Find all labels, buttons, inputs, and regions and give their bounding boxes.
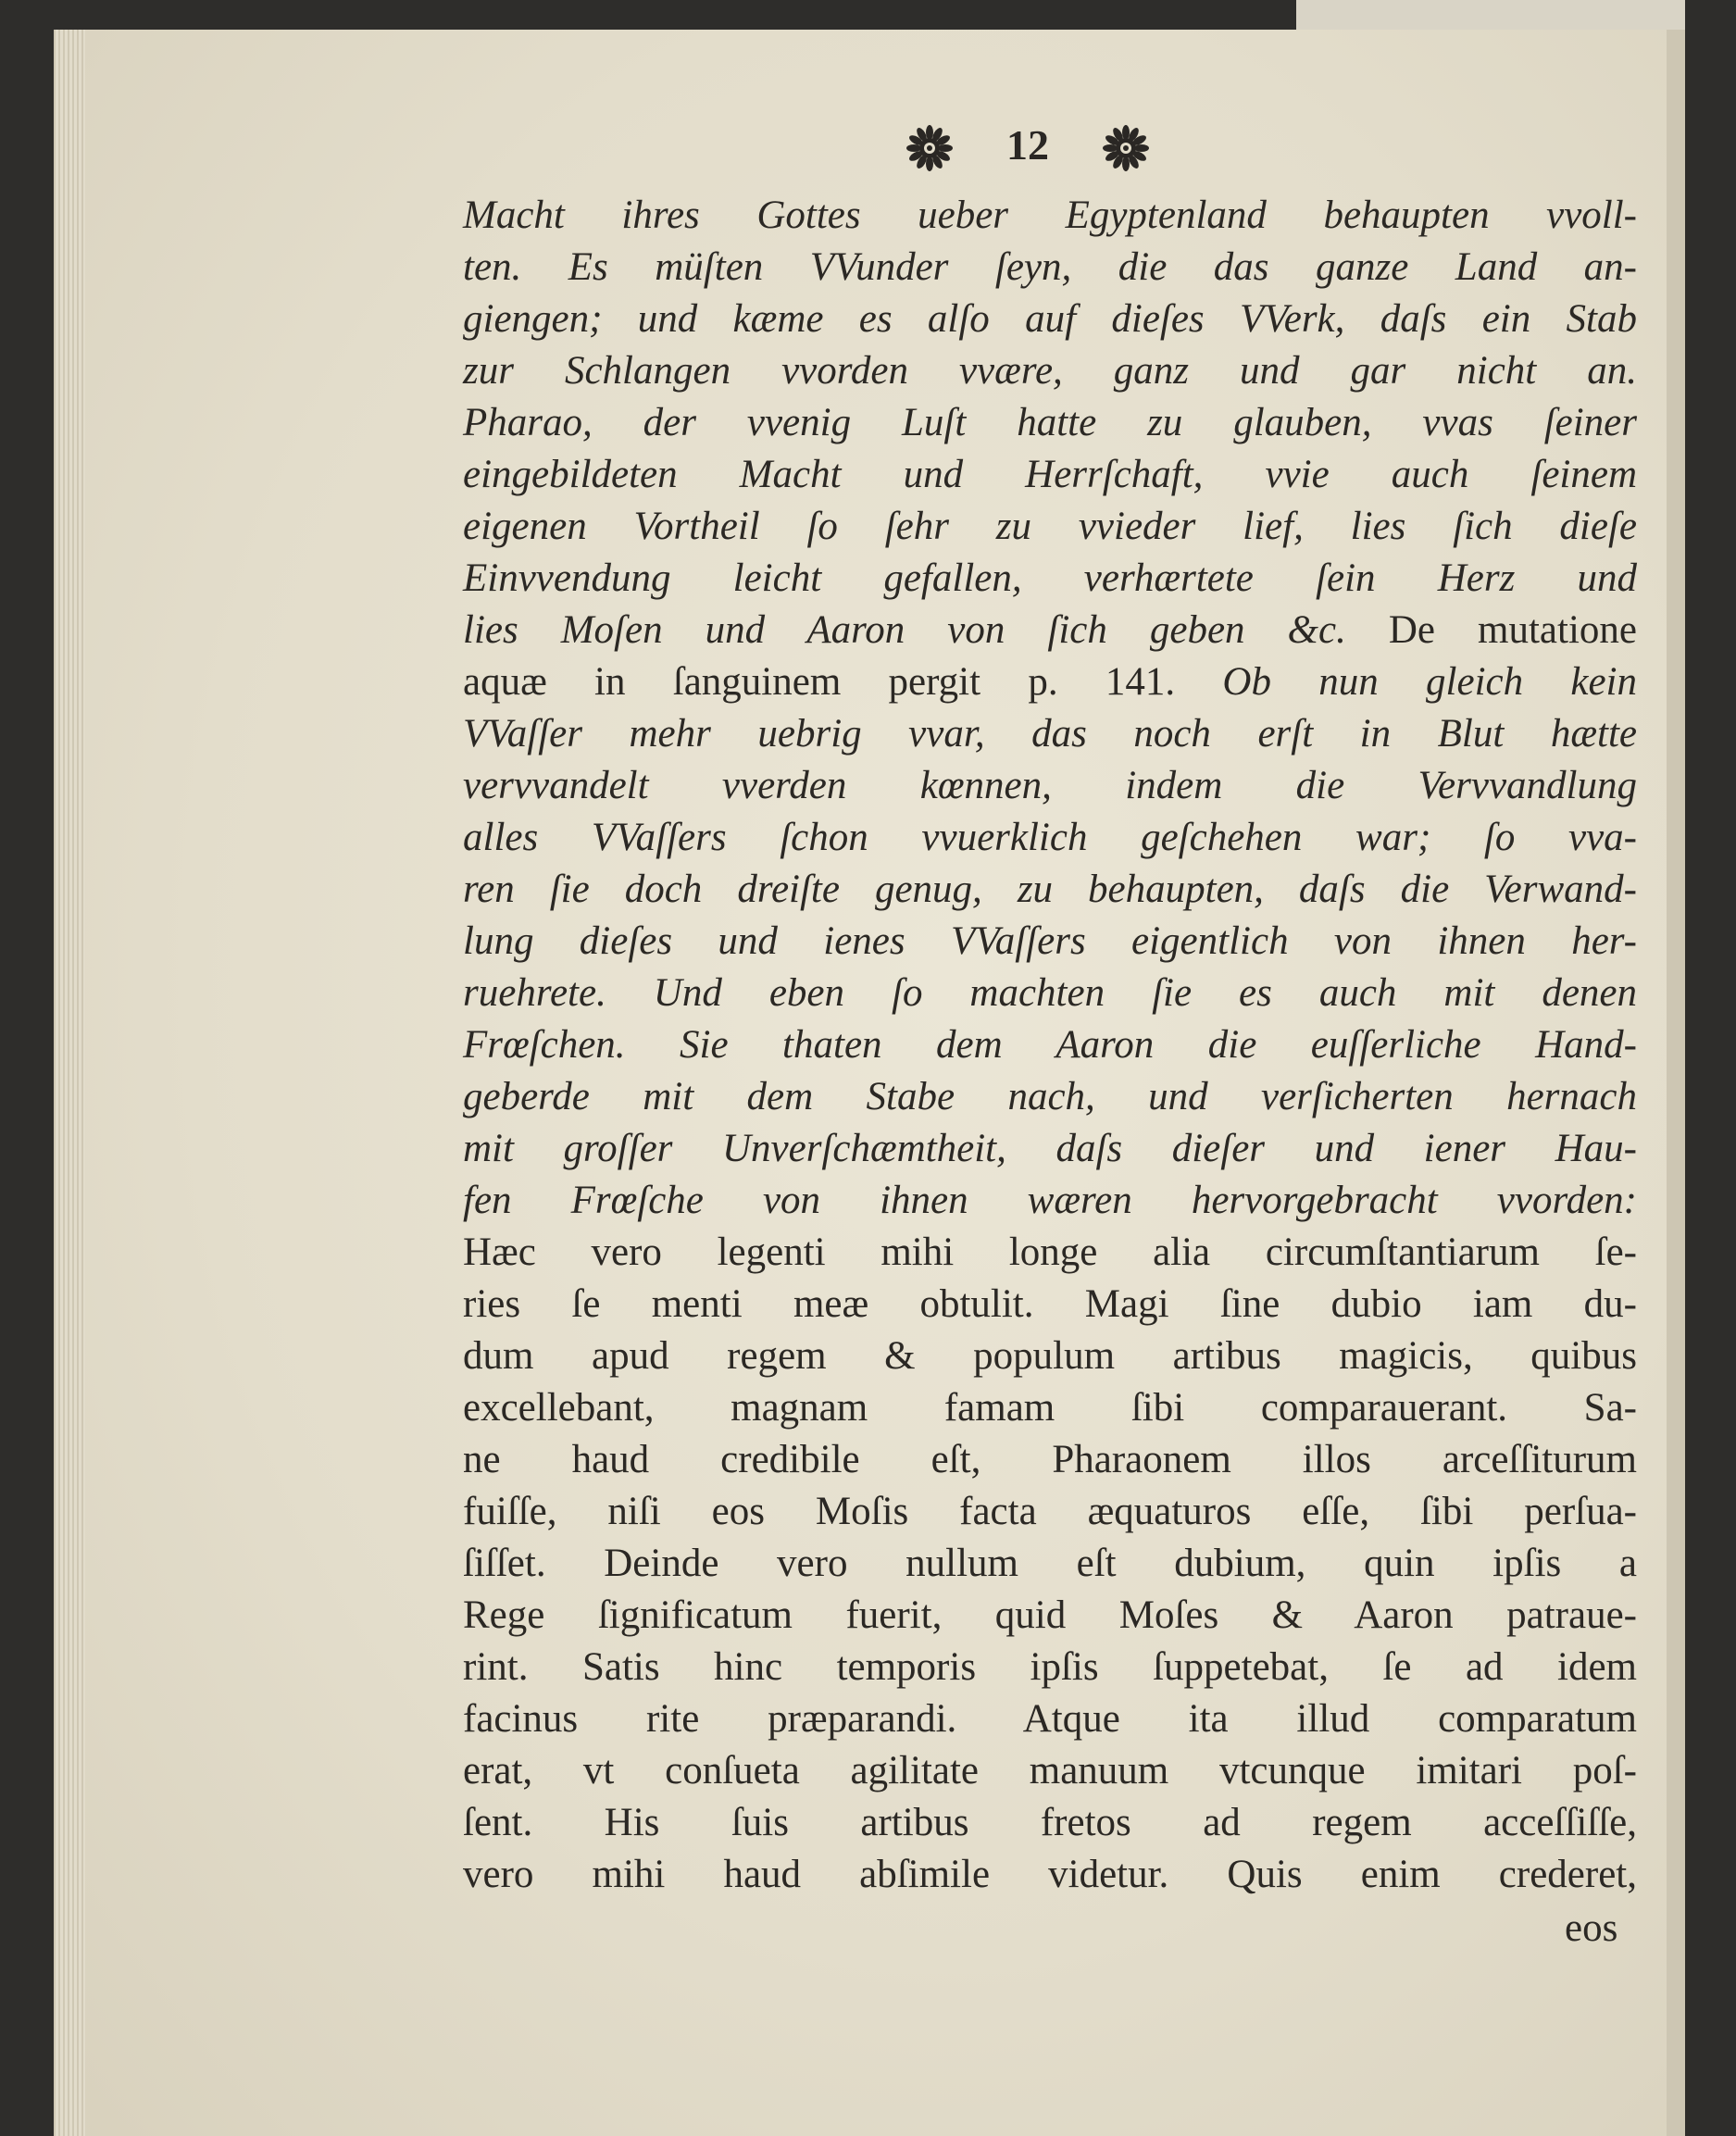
text-line	[463, 397, 1637, 449]
text-line	[463, 190, 1637, 242]
text-line	[463, 1330, 1637, 1382]
roman-text-segment: ſent. His ſuis artibus fretos ad regem acceſſiſſe,	[463, 1801, 1637, 1844]
italic-text-segment: ren ſie doch dreiſte genug, zu behaupten, daſs die Verwand-	[463, 868, 1637, 911]
text-line	[463, 1538, 1637, 1590]
italic-text-segment: vervvandelt vverden kœnnen, indem die Vervvandlung	[463, 764, 1637, 807]
roman-text-segment: fuiſſe, niſi eos Moſis facta æquaturos eſſe, ſibi perſua-	[463, 1490, 1637, 1533]
text-line	[463, 294, 1637, 345]
text-line	[463, 1019, 1637, 1071]
italic-text-segment: Frœſchen. Sie thaten dem Aaron die euſſerliche Hand-	[463, 1023, 1637, 1067]
italic-text-segment: fen Frœſche von ihnen wæren hervorgebracht vvorden:	[463, 1179, 1637, 1222]
italic-text-segment: ruehrete. Und eben ſo machten ſie es auch mit denen	[463, 971, 1637, 1015]
rosette-icon	[1102, 124, 1150, 172]
text-line	[463, 1486, 1637, 1538]
italic-text-segment: lies Moſen und Aaron von ſich geben &c.	[463, 608, 1389, 652]
roman-text-segment: aquæ in ſanguinem pergit p. 141.	[463, 660, 1223, 704]
italic-text-segment: Macht ihres Gottes ueber Egyptenland behaupten vvoll-	[463, 194, 1637, 237]
body-text	[463, 190, 1637, 1901]
text-line	[463, 1434, 1637, 1486]
catchword: eos	[1565, 1906, 1618, 1950]
roman-text-segment: facinus rite præparandi. Atque ita illud comparatum	[463, 1697, 1637, 1741]
text-line	[463, 1797, 1637, 1849]
page-right-edge	[1667, 30, 1685, 2136]
roman-text-segment: De mutatione	[1388, 608, 1637, 652]
italic-text-segment: Pharao, der vvenig Luſt hatte zu glauben, vvas ſeiner	[463, 401, 1637, 444]
text-line	[463, 708, 1637, 760]
italic-text-segment: giengen; und kæme es alſo auf dieſes VVerk, daſs ein Stab	[463, 297, 1637, 341]
roman-text-segment: excellebant, magnam famam ſibi comparauerant. Sa-	[463, 1386, 1637, 1430]
roman-text-segment: ries ſe menti meæ obtulit. Magi ſine dubio iam du-	[463, 1282, 1637, 1326]
text-line	[463, 916, 1637, 968]
italic-text-segment: VVaſſer mehr uebrig vvar, das noch erſt in Blut hætte	[463, 712, 1637, 756]
text-line	[463, 1590, 1637, 1642]
text-line	[463, 345, 1637, 397]
text-line	[463, 1279, 1637, 1330]
roman-text-segment: Hæc vero legenti mihi longe alia circumſtantiarum ſe-	[463, 1230, 1637, 1274]
text-line	[463, 1849, 1637, 1901]
roman-text-segment: rint. Satis hinc temporis ipſis ſuppetebat, ſe ad idem	[463, 1645, 1637, 1689]
page-number: 12	[1006, 121, 1049, 169]
text-line	[463, 1071, 1637, 1123]
roman-text-segment: vero mihi haud abſimile videtur. Quis enim crederet,	[463, 1853, 1637, 1896]
italic-text-segment: geberde mit dem Stabe nach, und verſicherten hernach	[463, 1075, 1637, 1118]
roman-text-segment: erat, vt conſueta agilitate manuum vtcunque imitari poſ-	[463, 1749, 1637, 1792]
page-stack-edges	[54, 30, 85, 2136]
text-line	[463, 864, 1637, 916]
text-line	[463, 1123, 1637, 1175]
text-line	[463, 812, 1637, 864]
italic-text-segment: mit groſſer Unverſchæmtheit, daſs dieſer und iener Hau-	[463, 1127, 1637, 1170]
text-line	[463, 760, 1637, 812]
page-header	[889, 119, 1167, 178]
text-line	[463, 501, 1637, 553]
roman-text-segment: ne haud credibile eſt, Pharaonem illos arceſſiturum	[463, 1438, 1637, 1481]
italic-text-segment: ten. Es müſten VVunder ſeyn, die das ganze Land an-	[463, 245, 1637, 289]
text-line	[463, 1227, 1637, 1279]
text-line	[463, 242, 1637, 294]
text-line	[463, 968, 1637, 1019]
text-line	[463, 1642, 1637, 1693]
italic-text-segment: lung dieſes und ienes VVaſſers eigentlich von ihnen her-	[463, 919, 1637, 963]
rosette-icon	[905, 124, 954, 172]
italic-text-segment: Einvvendung leicht gefallen, verhærtete ſein Herz und	[463, 556, 1637, 600]
text-line	[463, 1693, 1637, 1745]
text-line	[463, 605, 1637, 656]
text-line	[463, 656, 1637, 708]
roman-text-segment: dum apud regem & populum artibus magicis, quibus	[463, 1334, 1637, 1378]
text-line	[463, 449, 1637, 501]
text-line	[463, 1382, 1637, 1434]
roman-text-segment: Rege ſignificatum fuerit, quid Moſes & Aaron patraue-	[463, 1593, 1637, 1637]
italic-text-segment: alles VVaſſers ſchon vvuerklich geſchehen war; ſo vva-	[463, 816, 1637, 859]
italic-text-segment: eingebildeten Macht und Herrſchaft, vvie auch ſeinem	[463, 453, 1637, 496]
roman-text-segment: ſiſſet. Deinde vero nullum eſt dubium, quin ipſis a	[463, 1542, 1637, 1585]
text-line	[463, 1175, 1637, 1227]
italic-text-segment: Ob nun gleich kein	[1222, 660, 1637, 704]
italic-text-segment: eigenen Vortheil ſo ſehr zu vvieder lief, lies ſich dieſe	[463, 505, 1637, 548]
italic-text-segment: zur Schlangen vvorden vvære, ganz und gar nicht an.	[463, 349, 1637, 393]
text-line	[463, 553, 1637, 605]
text-line	[463, 1745, 1637, 1797]
